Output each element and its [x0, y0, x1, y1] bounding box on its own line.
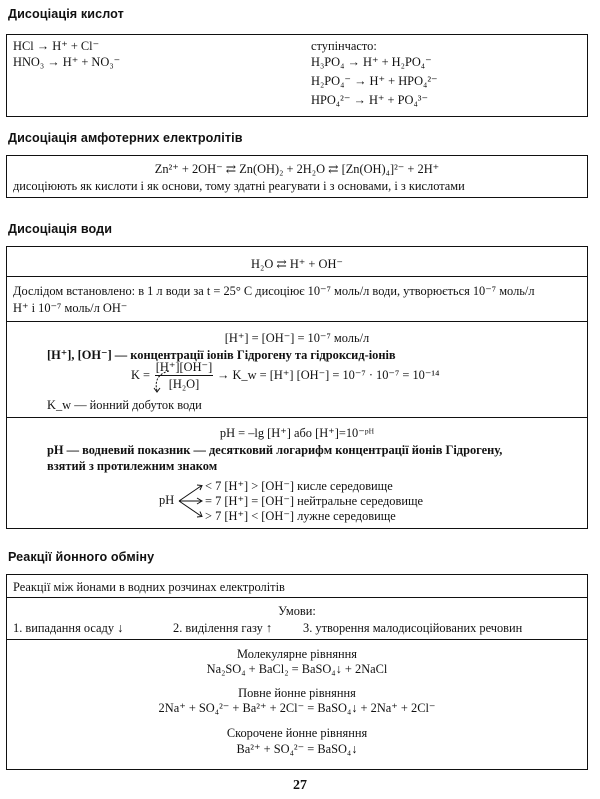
water-fact-line-1: Дослідом встановлено: в 1 л води за t = 25° С дисоціює 10⁻⁷ моль/л води, утворюється 10⁻⁷ моль/л: [13, 284, 535, 298]
ionic-intro: Реакції між йонами в водних розчинах електролітів: [13, 580, 285, 594]
water-fact-line-2: H⁺ і 10⁻⁷ моль/л OH⁻: [13, 301, 128, 315]
divider: [7, 597, 587, 598]
acids-section-title: Дисоціація кислот: [8, 7, 124, 21]
amphoteric-note: дисоціюють як кислоти і як основи, тому здатні реагувати і з основами, і з кислотами: [13, 179, 465, 193]
divider: [7, 321, 587, 322]
condition-precipitate: 1. випадання осаду ↓: [13, 621, 124, 635]
divider: [7, 276, 587, 277]
full-ionic-equation: 2Na⁺ + SO₄²⁻ + Ba²⁺ + 2Cl⁻ = BaSO₄↓ + 2Na⁺ + 2Cl⁻: [158, 701, 436, 715]
molecular-equation: Na₂SO₄ + BaCl₂ = BaSO₄↓ + 2NaCl: [206, 662, 388, 676]
ph-label: pH: [159, 493, 175, 507]
fraction-denominator: [H₂O]: [168, 377, 200, 391]
amphoteric-box: [6, 155, 588, 198]
short-ionic-equation-label: Скорочене йонне рівняння: [226, 726, 368, 740]
phosphoric-step-1: H₃PO₄ → H⁺ + H₂PO₄⁻: [311, 55, 432, 69]
ph-definition: pH = –lg [H⁺] або [H⁺]=10⁻ᵖᴴ: [219, 426, 375, 440]
fraction-numerator: [H⁺][OH⁻]: [155, 360, 213, 374]
divider: [7, 639, 587, 640]
amphoteric-section-title: Дисоціація амфотерних електролітів: [8, 131, 243, 145]
acid-equation-1: HCl → H⁺ + Cl⁻: [13, 39, 100, 53]
ionic-exchange-box: [6, 574, 588, 770]
condition-weak-electrolyte: 3. утворення малодисоційованих речовин: [303, 621, 523, 635]
ionic-exchange-section-title: Реакції йонного обміну: [8, 550, 155, 564]
branch-arrows-icon: [177, 480, 207, 522]
divider: [7, 417, 587, 418]
acids-box: [6, 34, 588, 117]
condition-gas: 2. виділення газу ↑: [173, 621, 273, 635]
phosphoric-step-3: HPO₄²⁻ → H⁺ + PO₄³⁻: [311, 93, 429, 107]
zinc-hydroxide-equation: Zn²⁺ + 2OH⁻ ⇄ Zn(OH)₂ + 2H₂O ⇄ [Zn(OH)₄]²⁻ + 2H⁺: [154, 162, 440, 176]
page-number: 27: [293, 778, 307, 793]
short-ionic-equation: Ba²⁺ + SO₄²⁻ = BaSO₄↓: [236, 742, 358, 756]
water-dissociation-equation: H₂O ⇄ H⁺ + OH⁻: [251, 257, 343, 271]
water-box: [6, 246, 588, 529]
curved-arrow-icon: [147, 367, 177, 397]
equilibrium-constant-label: K =: [131, 368, 151, 382]
ionic-product-note: K_w — йонний добуток води: [47, 398, 202, 412]
stepwise-label: ступінчасто:: [311, 39, 377, 53]
ph-acidic-case: < 7 [H⁺] > [OH⁻] кисле середовище: [205, 479, 393, 493]
ph-note-line-1: pH — водневий показник — десятковий логарифм концентрації йонів Гідрогену,: [47, 443, 503, 457]
ph-neutral-case: = 7 [H⁺] = [OH⁻] нейтральне середовище: [205, 494, 423, 508]
ph-note-line-2: взятий з протилежним знаком: [47, 459, 218, 473]
conditions-label: Умови:: [278, 604, 316, 618]
water-section-title: Дисоціація води: [8, 222, 113, 236]
molecular-equation-label: Молекулярне рівняння: [236, 647, 357, 661]
concentration-equation: [H⁺] = [OH⁻] = 10⁻⁷ моль/л: [224, 331, 370, 345]
ionic-product-equation: → K_w = [H⁺] [OH⁻] = 10⁻⁷ · 10⁻⁷ = 10⁻¹⁴: [217, 368, 440, 382]
full-ionic-equation-label: Повне йонне рівняння: [238, 686, 356, 700]
ph-alkaline-case: > 7 [H⁺] < [OH⁻] лужне середовище: [205, 509, 396, 523]
concentration-note: [H⁺], [OH⁻] — концентрації іонів Гідрогену та гідроксид-іонів: [47, 348, 396, 362]
acid-equation-2: HNO₃ → H⁺ + NO₃⁻: [13, 55, 121, 69]
phosphoric-step-2: H₂PO₄⁻ → H⁺ + HPO₄²⁻: [311, 74, 438, 88]
